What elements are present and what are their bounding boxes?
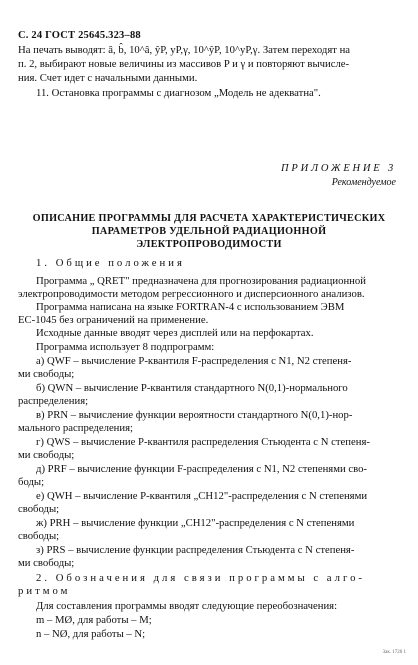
text-line: ми свободы; — [18, 449, 75, 461]
text-line: з) PRS – вычисление функции распределения Стьюдента с N степеня- — [36, 544, 355, 556]
section-heading: 2. Обозначения для связи программы с алго- — [36, 572, 365, 584]
text-line: ми свободы; — [18, 368, 75, 380]
text-line: е) QWH – вычисление P-квантиля „CH12"-распределения с N степенями — [36, 490, 368, 502]
recommended-label: Рекомендуемое — [331, 177, 396, 188]
text-line: На печать выводят: â, b̂, 10^â, ŷP, yP,γ, 10^ŷP, 10^yP,γ. Затем переходят на — [18, 44, 351, 56]
text-line: ния. Счет идет с начальными данными. — [18, 72, 198, 84]
text-line: ми свободы; — [18, 557, 75, 569]
title-line: ОПИСАНИЕ ПРОГРАММЫ ДЛЯ РАСЧЕТА ХАРАКТЕРИСТИЧЕСКИХ — [32, 213, 386, 224]
text-line: ж) PRH – вычисление функции „CH12"-распределения с N степенями — [36, 517, 355, 529]
text-line: в) PRN – вычисление функции вероятности стандартного N(0,1)-нор- — [36, 409, 353, 421]
page-mark: 3ак. 1726 1 — [382, 650, 406, 655]
text-line: Исходные данные вводят через дисплей или на перфокартах. — [36, 327, 314, 339]
text-line: свободы; — [18, 530, 60, 542]
appendix-label: ПРИЛОЖЕНИЕ 3 — [281, 163, 396, 174]
text-line: n – NØ, для работы – N; — [36, 628, 146, 640]
title-line: ПАРАМЕТРОВ УДЕЛЬНОЙ РАДИАЦИОННОЙ — [91, 226, 327, 237]
text-line: п. 2, выбирают новые величины из массивов P и γ и повторяют вычисле- — [18, 58, 350, 70]
text-line: д) PRF – вычисление функции F-распределения с N1, N2 степенями сво- — [36, 463, 367, 475]
text-line: m – MØ, для работы – M; — [36, 614, 152, 626]
text-line: б) QWN – вычисление P-квантиля стандартного N(0,1)-нормального — [36, 382, 348, 394]
title-line: ЭЛЕКТРОПРОВОДИМОСТИ — [136, 239, 282, 250]
text-line: Для составления программы вводят следующие переобозначения: — [36, 600, 338, 612]
text-line: Программа „ QRET" предназначена для прогнозирования радиационной — [36, 275, 366, 287]
text-line: Программа использует 8 подпрограмм: — [36, 341, 215, 353]
section-heading: ритмом — [18, 585, 71, 597]
section-heading: 1. Общие положения — [36, 257, 185, 269]
text-line: мального распределения; — [18, 422, 134, 434]
text-line: распределения; — [18, 395, 89, 407]
text-line: свободы; — [18, 503, 60, 515]
text-line: а) QWF – вычисление P-квантиля F-распределения с N1, N2 степеня- — [36, 355, 352, 367]
text-line: боды; — [18, 476, 45, 488]
text-line: электропроводимости методом регрессионного и дисперсионного анализов. — [18, 288, 365, 300]
page-header: С. 24 ГОСТ 25645.323–88 — [18, 30, 141, 41]
text-line: Программа написана на языке FORTRAN-4 с использованием ЭВМ — [36, 301, 345, 313]
text-line: г) QWS – вычисление P-квантиля распределения Стьюдента с N степеня- — [36, 436, 370, 448]
text-line: ЕС-1045 без ограничений на применение. — [18, 314, 209, 326]
text-line: 11. Остановка программы с диагнозом „Модель не адекватна". — [36, 87, 321, 99]
